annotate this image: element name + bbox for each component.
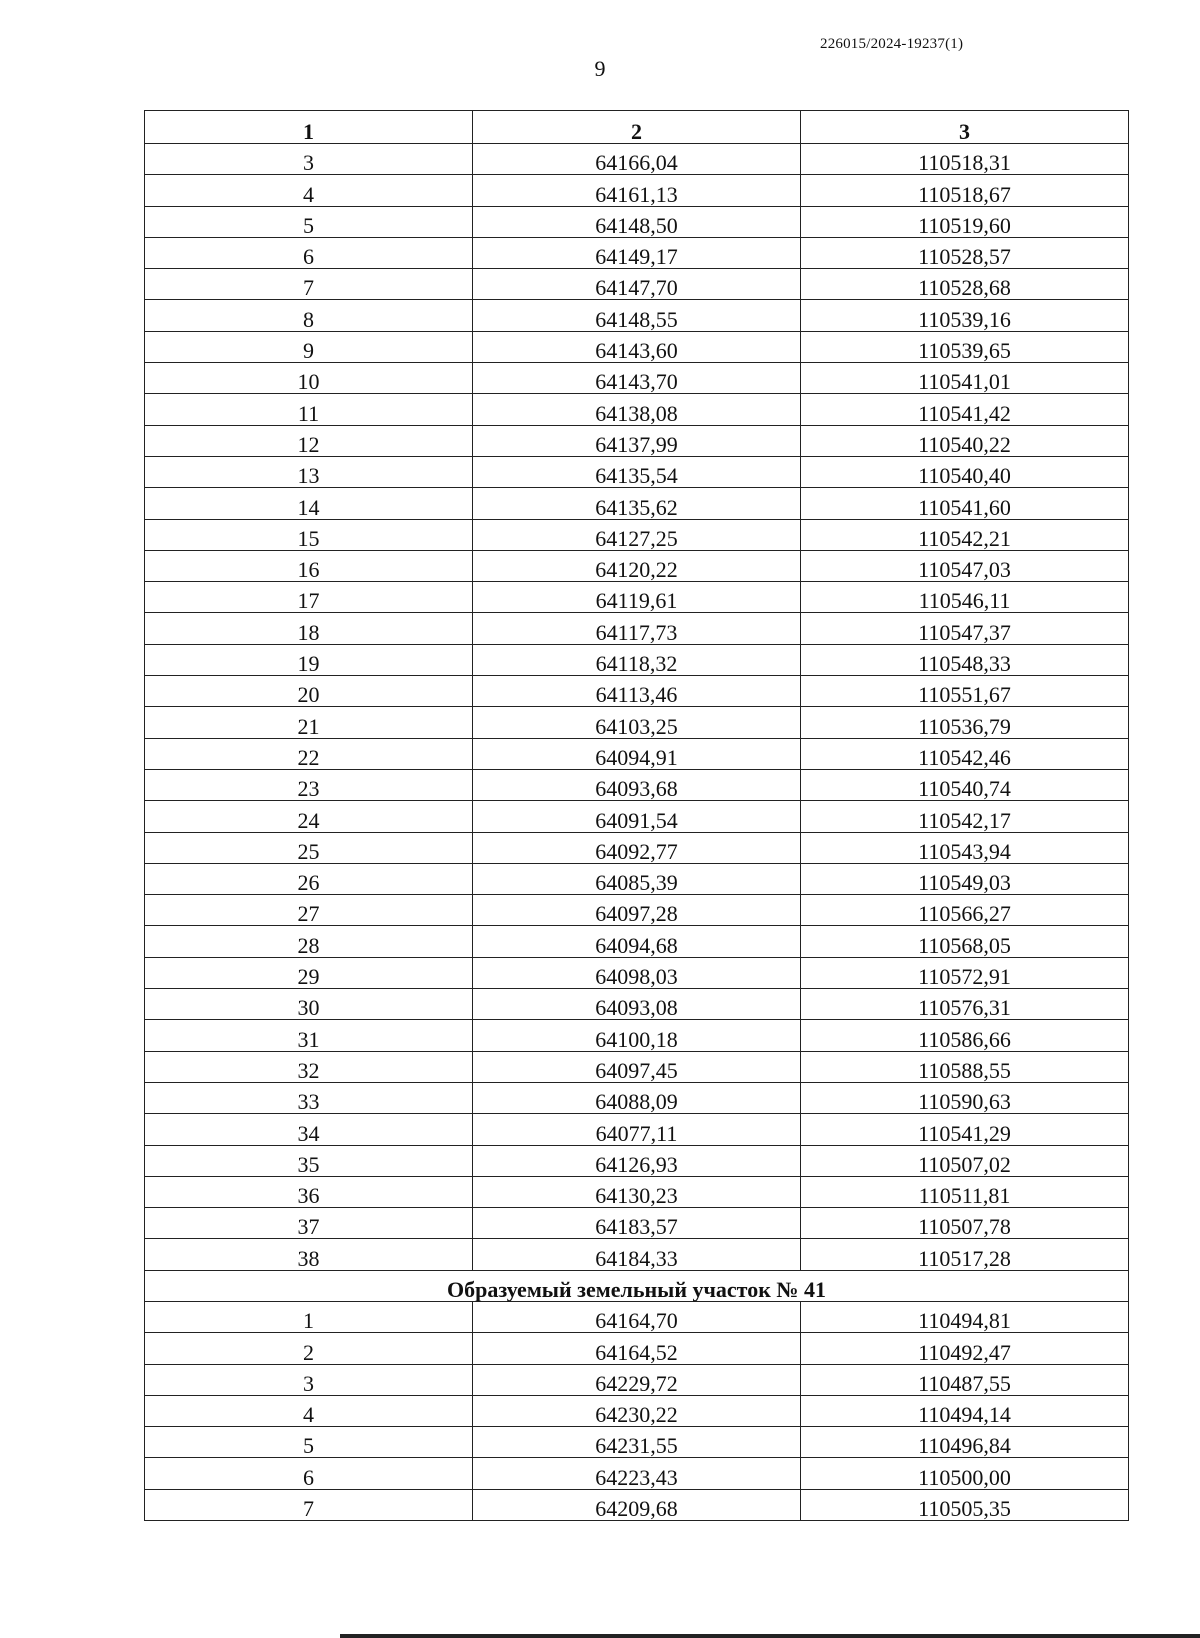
x-coordinate-cell: 64127,25 [473,519,801,550]
table-row [145,269,1129,300]
x-coordinate-cell: 64118,32 [473,644,801,675]
y-coordinate-cell: 110576,31 [801,989,1129,1020]
table-row [145,1301,1129,1332]
section-header-row [145,1270,1129,1301]
x-coordinate-cell: 64164,52 [473,1333,801,1364]
x-coordinate-cell: 64119,61 [473,582,801,613]
y-coordinate-cell: 110507,02 [801,1145,1129,1176]
x-coordinate-cell: 64209,68 [473,1489,801,1520]
point-number-cell: 5 [145,206,473,237]
point-number-cell: 23 [145,769,473,800]
y-coordinate-cell: 110588,55 [801,1051,1129,1082]
x-coordinate-cell: 64097,28 [473,895,801,926]
column-header-3: 3 [801,111,1129,144]
y-coordinate-cell: 110494,81 [801,1301,1129,1332]
page-number: 9 [594,56,606,81]
table-row [145,738,1129,769]
point-number-cell: 5 [145,1427,473,1458]
y-coordinate-cell: 110590,63 [801,1082,1129,1113]
point-number-cell: 7 [145,1489,473,1520]
table-row [145,488,1129,519]
table-row [145,175,1129,206]
point-number-cell: 1 [145,1301,473,1332]
y-coordinate-cell: 110541,42 [801,394,1129,425]
point-number-cell: 24 [145,801,473,832]
point-number-cell: 2 [145,1333,473,1364]
table-row [145,613,1129,644]
table-row [145,582,1129,613]
y-coordinate-cell: 110549,03 [801,863,1129,894]
y-coordinate-cell: 110505,35 [801,1489,1129,1520]
point-number-cell: 20 [145,676,473,707]
x-coordinate-cell: 64229,72 [473,1364,801,1395]
x-coordinate-cell: 64097,45 [473,1051,801,1082]
x-coordinate-cell: 64126,93 [473,1145,801,1176]
table-row [145,1489,1129,1520]
x-coordinate-cell: 64094,68 [473,926,801,957]
point-number-cell: 11 [145,394,473,425]
table-row [145,707,1129,738]
x-coordinate-cell: 64230,22 [473,1395,801,1426]
table-row [145,237,1129,268]
y-coordinate-cell: 110551,67 [801,676,1129,707]
point-number-cell: 4 [145,175,473,206]
table-row [145,801,1129,832]
y-coordinate-cell: 110568,05 [801,926,1129,957]
y-coordinate-cell: 110548,33 [801,644,1129,675]
point-number-cell: 35 [145,1145,473,1176]
x-coordinate-cell: 64148,55 [473,300,801,331]
table-row [145,1333,1129,1364]
y-coordinate-cell: 110541,01 [801,363,1129,394]
y-coordinate-cell: 110542,17 [801,801,1129,832]
y-coordinate-cell: 110546,11 [801,582,1129,613]
table-row [145,300,1129,331]
x-coordinate-cell: 64184,33 [473,1239,801,1270]
table-row [145,832,1129,863]
table-row [145,1020,1129,1051]
y-coordinate-cell: 110492,47 [801,1333,1129,1364]
x-coordinate-cell: 64135,54 [473,456,801,487]
point-number-cell: 10 [145,363,473,394]
table-row [145,676,1129,707]
x-coordinate-cell: 64088,09 [473,1082,801,1113]
point-number-cell: 21 [145,707,473,738]
x-coordinate-cell: 64130,23 [473,1176,801,1207]
x-coordinate-cell: 64137,99 [473,425,801,456]
table-row [145,1427,1129,1458]
x-coordinate-cell: 64100,18 [473,1020,801,1051]
x-coordinate-cell: 64103,25 [473,707,801,738]
x-coordinate-cell: 64120,22 [473,550,801,581]
y-coordinate-cell: 110528,68 [801,269,1129,300]
point-number-cell: 25 [145,832,473,863]
point-number-cell: 38 [145,1239,473,1270]
point-number-cell: 16 [145,550,473,581]
x-coordinate-cell: 64092,77 [473,832,801,863]
y-coordinate-cell: 110540,22 [801,425,1129,456]
y-coordinate-cell: 110542,21 [801,519,1129,550]
table-row [145,456,1129,487]
y-coordinate-cell: 110539,16 [801,300,1129,331]
table-row [145,1364,1129,1395]
x-coordinate-cell: 64148,50 [473,206,801,237]
x-coordinate-cell: 64231,55 [473,1427,801,1458]
x-coordinate-cell: 64164,70 [473,1301,801,1332]
table-row [145,957,1129,988]
y-coordinate-cell: 110517,28 [801,1239,1129,1270]
x-coordinate-cell: 64149,17 [473,237,801,268]
y-coordinate-cell: 110540,40 [801,456,1129,487]
y-coordinate-cell: 110539,65 [801,331,1129,362]
y-coordinate-cell: 110542,46 [801,738,1129,769]
point-number-cell: 14 [145,488,473,519]
table-row [145,1114,1129,1145]
point-number-cell: 37 [145,1208,473,1239]
table-row [145,1051,1129,1082]
table-row [145,769,1129,800]
page-bottom-edge [340,1634,1200,1638]
table-row [145,1458,1129,1489]
point-number-cell: 4 [145,1395,473,1426]
x-coordinate-cell: 64147,70 [473,269,801,300]
table-row [145,394,1129,425]
point-number-cell: 15 [145,519,473,550]
point-number-cell: 9 [145,331,473,362]
table-row [145,1208,1129,1239]
x-coordinate-cell: 64077,11 [473,1114,801,1145]
y-coordinate-cell: 110500,00 [801,1458,1129,1489]
column-header-2: 2 [473,111,801,144]
table-row [145,644,1129,675]
table-row [145,989,1129,1020]
point-number-cell: 18 [145,613,473,644]
x-coordinate-cell: 64183,57 [473,1208,801,1239]
y-coordinate-cell: 110586,66 [801,1020,1129,1051]
x-coordinate-cell: 64094,91 [473,738,801,769]
point-number-cell: 6 [145,1458,473,1489]
x-coordinate-cell: 64166,04 [473,144,801,175]
y-coordinate-cell: 110507,78 [801,1208,1129,1239]
point-number-cell: 3 [145,144,473,175]
y-coordinate-cell: 110528,57 [801,237,1129,268]
point-number-cell: 31 [145,1020,473,1051]
point-number-cell: 19 [145,644,473,675]
x-coordinate-cell: 64143,60 [473,331,801,362]
point-number-cell: 28 [145,926,473,957]
point-number-cell: 22 [145,738,473,769]
y-coordinate-cell: 110536,79 [801,707,1129,738]
x-coordinate-cell: 64161,13 [473,175,801,206]
point-number-cell: 29 [145,957,473,988]
y-coordinate-cell: 110572,91 [801,957,1129,988]
table-row [145,1082,1129,1113]
x-coordinate-cell: 64113,46 [473,676,801,707]
x-coordinate-cell: 64085,39 [473,863,801,894]
point-number-cell: 17 [145,582,473,613]
coordinates-table [144,110,1129,1521]
table-header-row [145,111,1129,144]
table-row [145,1395,1129,1426]
table-row [145,895,1129,926]
table-row [145,519,1129,550]
y-coordinate-cell: 110487,55 [801,1364,1129,1395]
y-coordinate-cell: 110540,74 [801,769,1129,800]
y-coordinate-cell: 110547,03 [801,550,1129,581]
point-number-cell: 7 [145,269,473,300]
point-number-cell: 8 [145,300,473,331]
x-coordinate-cell: 64138,08 [473,394,801,425]
table-row [145,331,1129,362]
table-row [145,363,1129,394]
section-title: Образуемый земельный участок № 41 [145,1270,1129,1301]
point-number-cell: 13 [145,456,473,487]
y-coordinate-cell: 110519,60 [801,206,1129,237]
x-coordinate-cell: 64091,54 [473,801,801,832]
table-row [145,1176,1129,1207]
y-coordinate-cell: 110494,14 [801,1395,1129,1426]
y-coordinate-cell: 110511,81 [801,1176,1129,1207]
x-coordinate-cell: 64223,43 [473,1458,801,1489]
table-row [145,926,1129,957]
point-number-cell: 34 [145,1114,473,1145]
y-coordinate-cell: 110541,60 [801,488,1129,519]
table-row [145,1239,1129,1270]
point-number-cell: 26 [145,863,473,894]
table-row [145,550,1129,581]
column-header-1: 1 [145,111,473,144]
point-number-cell: 32 [145,1051,473,1082]
y-coordinate-cell: 110518,31 [801,144,1129,175]
table-row [145,863,1129,894]
table-row [145,425,1129,456]
point-number-cell: 27 [145,895,473,926]
x-coordinate-cell: 64143,70 [473,363,801,394]
y-coordinate-cell: 110566,27 [801,895,1129,926]
point-number-cell: 36 [145,1176,473,1207]
x-coordinate-cell: 64093,08 [473,989,801,1020]
point-number-cell: 33 [145,1082,473,1113]
point-number-cell: 12 [145,425,473,456]
point-number-cell: 6 [145,237,473,268]
y-coordinate-cell: 110547,37 [801,613,1129,644]
table-row [145,206,1129,237]
point-number-cell: 3 [145,1364,473,1395]
point-number-cell: 30 [145,989,473,1020]
y-coordinate-cell: 110496,84 [801,1427,1129,1458]
y-coordinate-cell: 110543,94 [801,832,1129,863]
y-coordinate-cell: 110541,29 [801,1114,1129,1145]
document-number: 226015/2024-19237(1) [820,36,964,52]
table-row [145,144,1129,175]
y-coordinate-cell: 110518,67 [801,175,1129,206]
x-coordinate-cell: 64093,68 [473,769,801,800]
x-coordinate-cell: 64135,62 [473,488,801,519]
table-row [145,1145,1129,1176]
x-coordinate-cell: 64117,73 [473,613,801,644]
x-coordinate-cell: 64098,03 [473,957,801,988]
